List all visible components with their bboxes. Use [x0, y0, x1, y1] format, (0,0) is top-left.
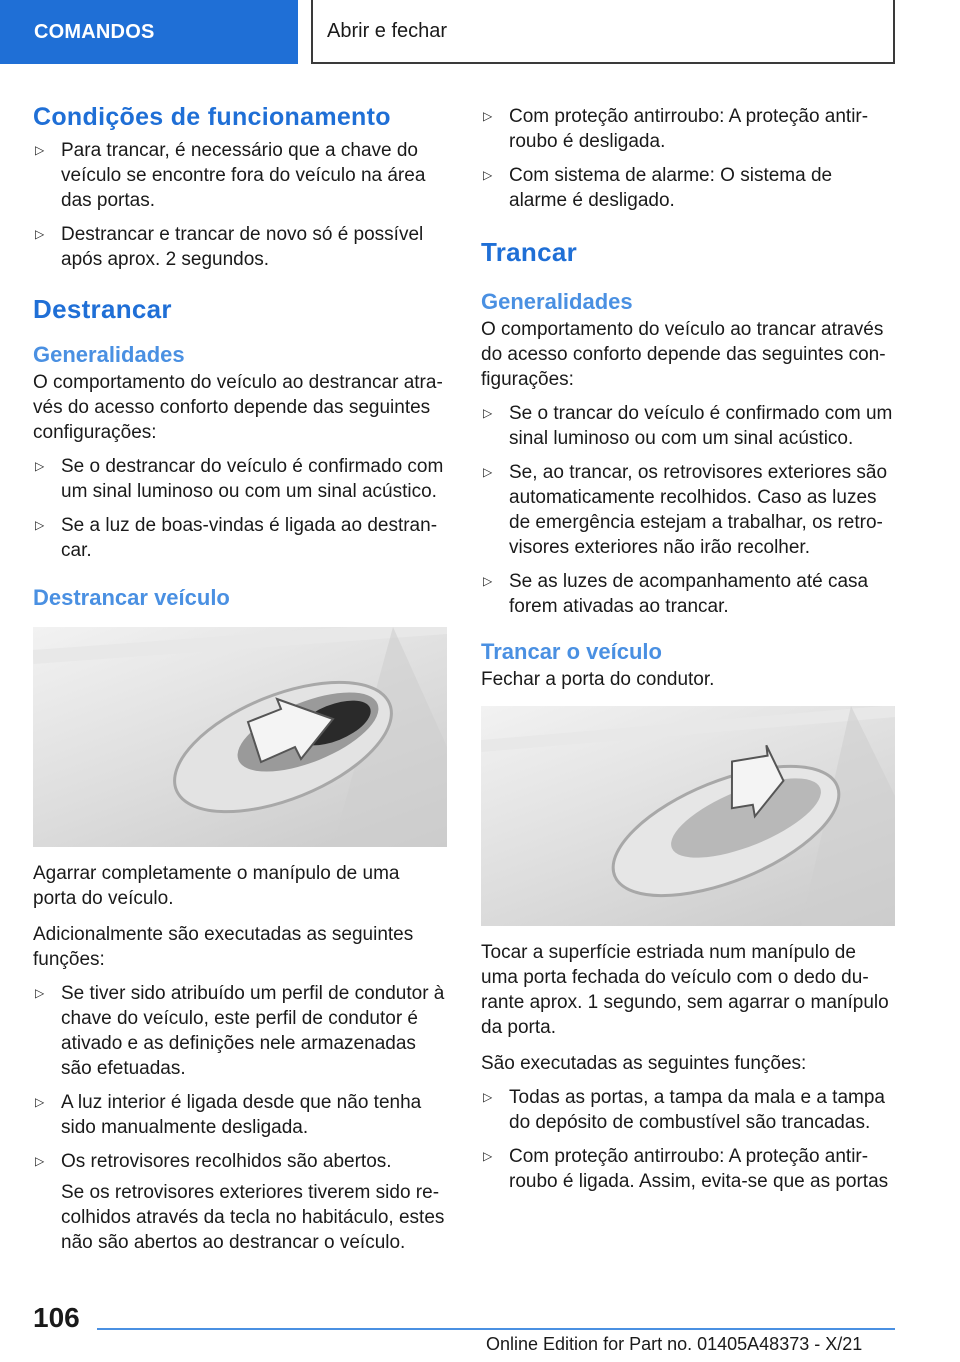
unlock-functions-list	[33, 981, 447, 1174]
left-column	[33, 100, 447, 1255]
list-item: ▷ Com proteção antirroubo: A proteção antirroubo é ligada. Assim, evita-se que as portas	[481, 1144, 895, 1194]
footer-divider	[97, 1328, 895, 1330]
list-item: ▷ Para trancar, é necessário que a chave do veículo se encontre fora do veículo na área das portas.	[33, 138, 447, 213]
section-title: COMANDOS	[34, 20, 155, 43]
list-item: ▷ Se as luzes de acompanhamento até casa forem ativadas ao trancar.	[481, 569, 895, 619]
lock-functions-intro: São executadas as seguintes funções:	[481, 1053, 807, 1074]
heading-lock: Trancar	[481, 237, 578, 267]
list-item: ▷ Se o trancar do veículo é confirmado com um sinal luminoso ou com um sinal acústico.	[481, 401, 895, 451]
heading-operating-conditions: Condições de funcionamento	[33, 103, 391, 131]
list-item: ▷ A luz interior é ligada desde que não tenha sido manualmente desligada.	[33, 1090, 447, 1140]
list-item: ▷ Com proteção antirroubo: A proteção antirroubo é desligada.	[481, 104, 895, 154]
list-item: ▷ Todas as portas, a tampa da mala e a tampa do depósito de combustível são trancadas.	[481, 1085, 895, 1135]
list-item: ▷ Se, ao trancar, os retrovisores exteriores são automaticamente recolhidos. Caso as luzes de emergência estejam a trabalhar, os retrovisores exteriores não irão recolher.	[481, 460, 895, 560]
unlock-caption: Agarrar completamente o manípulo de uma porta do veículo.	[33, 863, 400, 909]
chapter-tab	[311, 0, 895, 64]
list-item: ▷ Destrancar e trancar de novo só é possível após aprox. 2 segundos.	[33, 222, 447, 272]
list-item: ▷ Se o destrancar do veículo é confirmado com um sinal luminoso ou com um sinal acústico.	[33, 454, 447, 504]
chapter-title: Abrir e fechar	[327, 19, 448, 42]
mirror-note: Se os retrovisores exteriores tiverem sido recolhidos através da tecla no habitáculo, estes não são abertos ao destrancar o veículo.	[61, 1182, 445, 1253]
additional-functions-text: Adicionalmente são executadas as seguintes funções:	[33, 924, 414, 970]
heading-general-unlock: Generalidades	[33, 342, 185, 367]
list-item: ▷ Os retrovisores recolhidos são abertos.	[33, 1149, 447, 1174]
list-item: ▷ Com sistema de alarme: O sistema de alarme é desligado.	[481, 163, 895, 213]
lock-functions-list	[481, 1085, 895, 1194]
heading-unlock: Destrancar	[33, 294, 172, 324]
general-unlock-text: O comportamento do veículo ao destrancar através do acesso conforto depende das seguintes configurações:	[33, 372, 443, 443]
list-item: ▷ Se tiver sido atribuído um perfil de condutor à chave do veículo, este perfil de condutor é ativado e as definições nele armazenadas são efetuadas.	[33, 981, 447, 1081]
door-handle-grab-image	[33, 627, 447, 847]
section-tab	[0, 0, 298, 64]
unlock-functions-continued	[481, 104, 895, 213]
lock-caption: Tocar a superfície estriada num manípulo de uma porta fechada do veículo com o dedo durante aprox. 1 segundo, sem agarrar o manípulo da porta.	[481, 942, 889, 1038]
edition-text: Online Edition for Part no. 01405A48373 - X/21	[486, 1334, 863, 1354]
unlock-config-list	[33, 454, 447, 563]
general-lock-text: O comportamento do veículo ao trancar através do acesso conforto depende das seguintes configurações:	[481, 319, 886, 390]
heading-unlock-vehicle: Destrancar veículo	[33, 585, 230, 610]
heading-general-lock: Generalidades	[481, 289, 633, 314]
conditions-list	[33, 138, 447, 272]
page-number: 106	[33, 1302, 80, 1333]
right-column	[481, 100, 895, 1203]
door-handle-touch-image	[481, 706, 895, 926]
lock-config-list	[481, 401, 895, 619]
heading-lock-vehicle: Trancar o veículo	[481, 639, 662, 664]
list-item: ▷ Se a luz de boas-vindas é ligada ao destrancar.	[33, 513, 447, 563]
close-door-text: Fechar a porta do condutor.	[481, 669, 715, 690]
